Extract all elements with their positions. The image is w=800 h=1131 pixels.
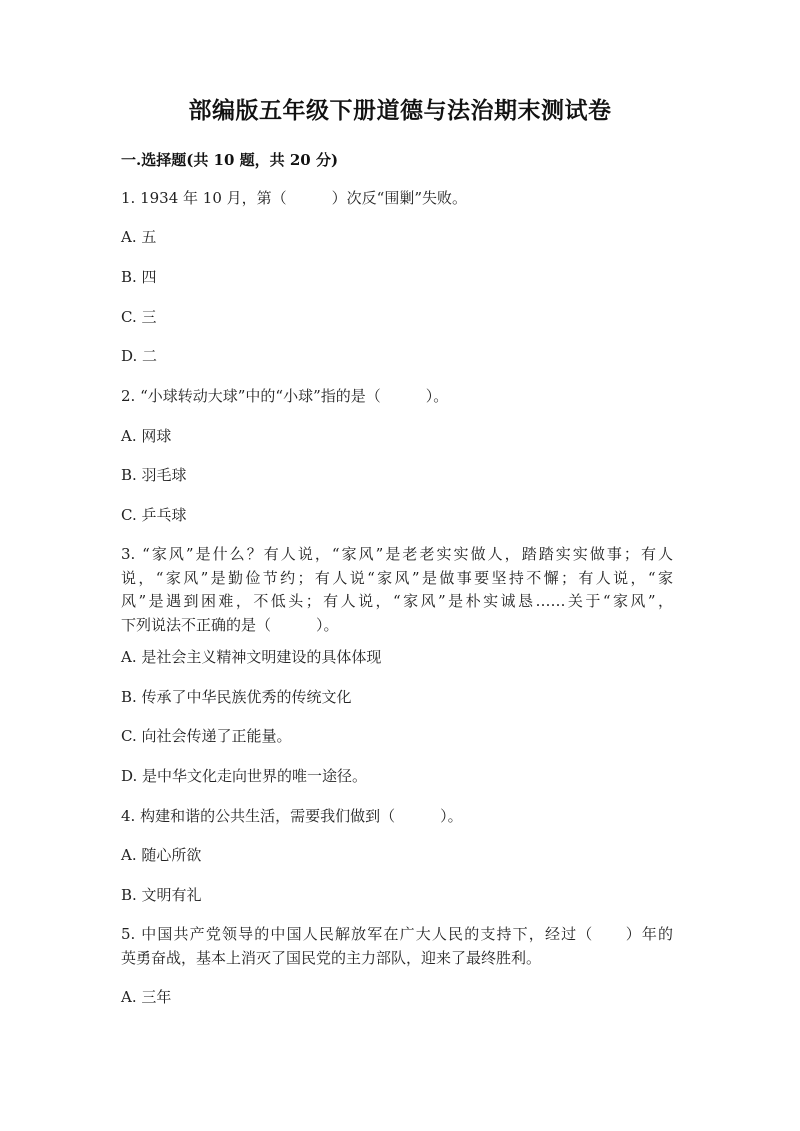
question-stem <box>121 543 673 637</box>
option-c: C. 三 <box>121 308 157 326</box>
option-c: C. 向社会传递了正能量。 <box>121 727 292 745</box>
question-stem: 1. 1934 年 10 月，第（ ）次反“围剿”失败。 <box>121 189 467 207</box>
stem-line: 3. “家风”是什么？有人说，“家风”是老老实实做人，踏踏实实做事；有人 <box>121 545 673 563</box>
option-b: B. 文明有礼 <box>121 886 202 904</box>
option-a: A. 是社会主义精神文明建设的具体体现 <box>121 648 382 666</box>
page-title: 部编版五年级下册道德与法治期末测试卷 <box>188 97 612 124</box>
option-a: A. 三年 <box>121 988 172 1006</box>
option-b: B. 羽毛球 <box>121 466 187 484</box>
stem-line: 说，“家风”是勤俭节约；有人说“家风”是做事要坚持不懈；有人说，“家 <box>121 568 673 587</box>
stem-line: 英勇奋战，基本上消灭了国民党的主力部队，迎来了最终胜利。 <box>121 948 542 967</box>
question-stem: 4. 构建和谐的公共生活，需要我们做到（ ）。 <box>121 807 463 825</box>
stem-line: 风”是遇到困难，不低头；有人说，“家风”是朴实诚恳……关于“家风”， <box>121 592 673 610</box>
section-heading: 一.选择题(共 10 题，共 20 分) <box>121 151 339 169</box>
stem-line: 下列说法不正确的是（ ）。 <box>121 615 339 634</box>
option-a: A. 网球 <box>121 427 172 445</box>
option-c: C. 乒乓球 <box>121 506 187 524</box>
option-d: D. 是中华文化走向世界的唯一途径。 <box>121 767 368 785</box>
option-a: A. 五 <box>121 228 157 246</box>
option-b: B. 传承了中华民族优秀的传统文化 <box>121 688 352 706</box>
option-a: A. 随心所欲 <box>121 846 202 864</box>
question-stem: 2. “小球转动大球”中的“小球”指的是（ ）。 <box>121 387 449 405</box>
option-d: D. 二 <box>121 347 158 365</box>
stem-line: 5. 中国共产党领导的中国人民解放军在广大人民的支持下，经过（ ）年的 <box>121 925 673 943</box>
question-stem <box>121 923 673 970</box>
option-b: B. 四 <box>121 268 157 286</box>
